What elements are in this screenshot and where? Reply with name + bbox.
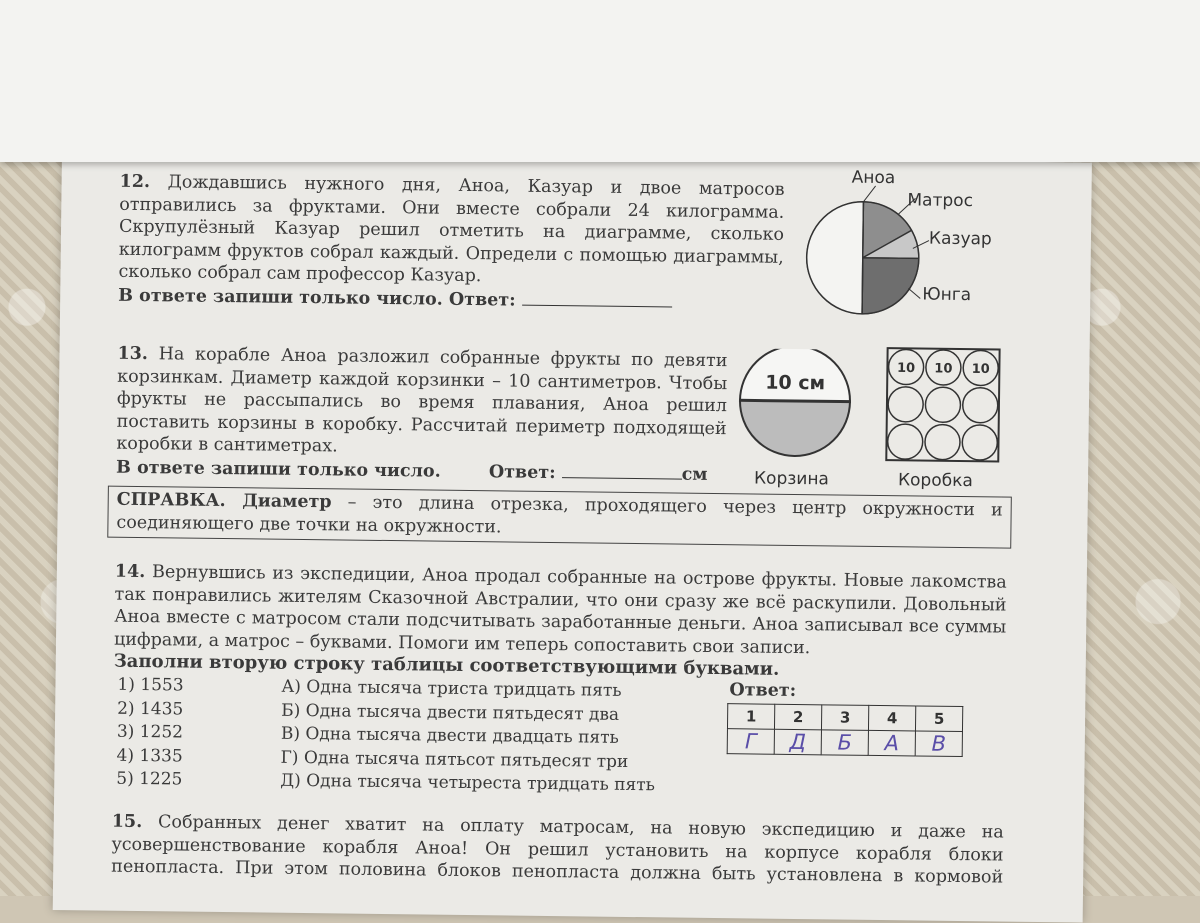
task-15-line: Собранных денег хватит на оплату матросам, на новую экспедицию и даже на bbox=[157, 812, 1004, 843]
box-caption: Коробка bbox=[897, 470, 973, 492]
task-13-line: поставить корзины в коробку. Рассчитай периметр подходящей bbox=[116, 411, 727, 439]
task-14-line: так понравились жителям Сказочной Австралии, что они сразу же всё раскупили. Довольный bbox=[114, 584, 1007, 616]
box-basket-circle bbox=[888, 387, 923, 422]
reference-line: соединяющего две точки на окружности. bbox=[116, 512, 502, 537]
task-14-answer-label: Ответ: bbox=[729, 680, 797, 702]
answer-table-answer-cell[interactable]: Д bbox=[774, 729, 821, 755]
answer-table-answer-cell[interactable]: А bbox=[868, 730, 915, 756]
reference-box bbox=[107, 486, 1012, 549]
task-13-line: коробки в сантиметрах. bbox=[116, 433, 338, 457]
word-item: А) Одна тысяча триста тридцать пять bbox=[281, 676, 622, 701]
task-12-line: Скрупулёзный Казуар решил отметить на диаграмме, сколько bbox=[118, 216, 785, 245]
box-illustration bbox=[884, 346, 1001, 463]
task-14-number: 14. bbox=[114, 561, 146, 583]
pie-slice-anoa bbox=[806, 201, 863, 314]
number-item: 4) 1335 bbox=[116, 745, 183, 767]
task-13-line: На корабле Аноа разложил собранные фрукты по девяти bbox=[158, 344, 728, 372]
pie-label-matros: Матрос bbox=[907, 190, 974, 212]
task-14-line: Аноа вместе с матросом стали подсчитывать заработанные деньги. Аноа записывал все суммы bbox=[114, 606, 1007, 638]
number-item: 3) 1252 bbox=[116, 721, 184, 743]
task-12-line: килограмм фруктов собрал каждый. Определи с помощью диаграммы, bbox=[118, 239, 784, 268]
task-13-instruction: В ответе запиши только число. bbox=[116, 457, 441, 482]
task-14-line: Вернувшись из экспедиции, Аноа продал собранные на острове фрукты. Новые лакомства bbox=[151, 562, 1007, 593]
box-circle-label: 10 bbox=[934, 361, 953, 377]
answer-table-answer-row bbox=[727, 729, 962, 757]
answer-table-answer-cell[interactable]: Б bbox=[821, 730, 868, 756]
number-item: 5) 1225 bbox=[116, 768, 183, 790]
worksheet-page bbox=[53, 150, 1092, 923]
reference-title: СПРАВКА. Диаметр bbox=[116, 489, 332, 513]
answer-table-header-cell: 2 bbox=[774, 704, 821, 730]
task-13-line: корзинкам. Диаметр каждой корзинки – 10 сантиметров. Чтобы bbox=[117, 366, 728, 394]
box-basket-circle bbox=[925, 424, 960, 459]
answer-table-answer-cell[interactable]: В bbox=[915, 731, 962, 757]
pie-label-kazuar: Казуар bbox=[928, 228, 992, 250]
task-15-number: 15. bbox=[111, 811, 143, 833]
task-12-instruction: В ответе запиши только число. Ответ: bbox=[118, 285, 516, 311]
number-item: 2) 1435 bbox=[117, 698, 184, 720]
task-15-text bbox=[111, 811, 1004, 889]
number-item: 1) 1553 bbox=[117, 674, 184, 696]
task-12-line: Дождавшись нужного дня, Аноа, Казуар и двое матросов bbox=[167, 172, 785, 200]
task-13-answer-label: Ответ: bbox=[488, 462, 556, 484]
answer-table-header-cell: 3 bbox=[821, 705, 868, 731]
pie-chart bbox=[802, 187, 1004, 329]
words-list bbox=[280, 677, 656, 799]
task-13-number: 13. bbox=[117, 343, 149, 365]
box-basket-circle bbox=[925, 387, 960, 422]
box-circle-label: 10 bbox=[971, 361, 990, 378]
blank-paper-sheet bbox=[0, 0, 1200, 162]
answer-unit: см bbox=[681, 464, 708, 485]
reference-text bbox=[116, 489, 1002, 545]
task-12-number: 12. bbox=[119, 171, 151, 193]
task-15-line: усовершенствование корабля Аноа! Он решил установить на корпусе корабля блоки bbox=[111, 834, 1004, 866]
task-12-line: отправились за фруктами. Они вместе собрали 24 килограмма. bbox=[119, 194, 785, 223]
task-14-line: цифрами, а матрос – буквами. Помоги им теперь сопоставить свои записи. bbox=[113, 629, 811, 658]
box-basket-circle bbox=[963, 388, 998, 423]
reference-line: – это длина отрезка, проходящего через центр окружности и bbox=[331, 492, 1003, 521]
pie-label-anoa: Аноа bbox=[851, 167, 896, 189]
word-item: Г) Одна тысяча пятьсот пятьдесят три bbox=[280, 747, 629, 772]
basket-caption: Корзина bbox=[753, 468, 830, 490]
task-14-instruction: Заполни вторую строку таблицы соответствующими буквами. bbox=[113, 650, 780, 680]
task-13-text bbox=[116, 343, 727, 463]
box-basket-circle bbox=[887, 424, 922, 459]
pointer-line bbox=[863, 186, 875, 202]
word-item: Д) Одна тысяча четыреста тридцать пять bbox=[280, 770, 656, 796]
pie-slice-yunga bbox=[862, 258, 919, 315]
box-circle-label: 10 bbox=[896, 360, 916, 377]
answer-table-header-cell: 5 bbox=[915, 706, 962, 732]
pointer-line bbox=[908, 288, 920, 298]
answer-table-header-row bbox=[727, 704, 962, 732]
task-15-line: пенопласта. При этом половина блоков пенопласта должна быть установлена в кормовой bbox=[111, 856, 1004, 888]
answer-table-header-cell: 4 bbox=[868, 705, 915, 731]
answer-table-answer-cell[interactable]: Г bbox=[727, 729, 774, 755]
answer-blank[interactable] bbox=[522, 289, 672, 308]
box-basket-circle bbox=[962, 425, 997, 460]
task-12-text bbox=[118, 171, 784, 292]
task-14-text bbox=[114, 561, 1007, 662]
numbers-list bbox=[116, 675, 184, 793]
word-item: В) Одна тысяча двести двадцать пять bbox=[280, 723, 619, 748]
task-13-line: фрукты не рассыпались во время плавания, Аноа решил bbox=[116, 388, 728, 417]
pie-label-yunga: Юнга bbox=[922, 284, 972, 306]
word-item: Б) Одна тысяча двести пятьдесят два bbox=[281, 700, 620, 725]
task-12-line: сколько собрал сам профессор Казуар. bbox=[118, 261, 482, 287]
answer-table-header-cell: 1 bbox=[727, 704, 774, 730]
answer-blank[interactable] bbox=[562, 461, 682, 479]
basket-diameter-label: 10 см bbox=[765, 371, 826, 395]
basket-illustration bbox=[734, 348, 855, 469]
answer-table bbox=[727, 703, 964, 757]
